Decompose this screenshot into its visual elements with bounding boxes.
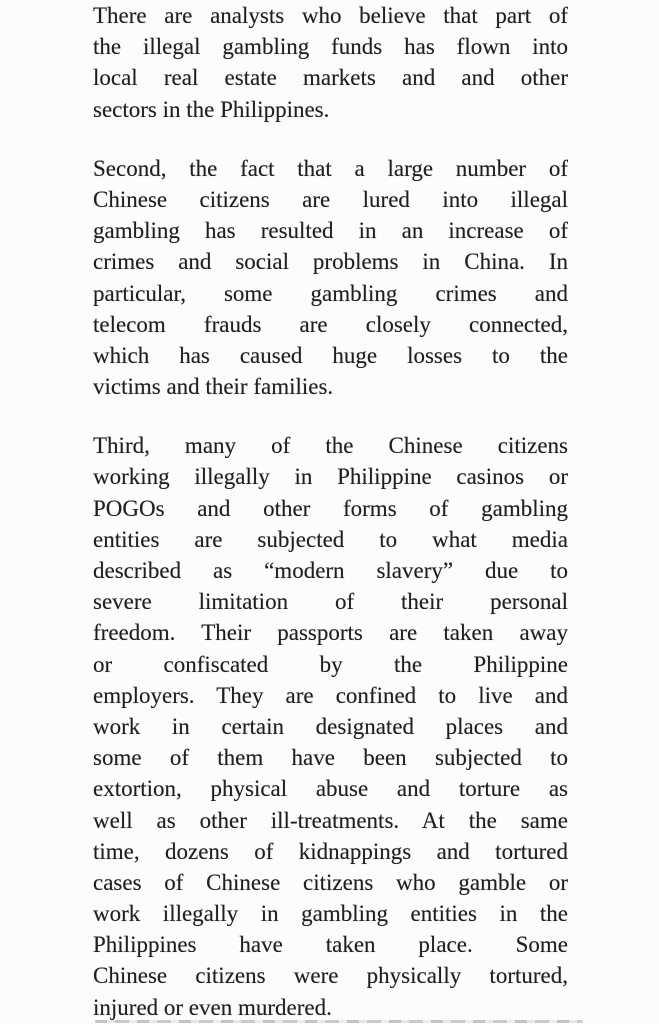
text-line: severe limitation of their personal	[93, 589, 568, 615]
text-line: working illegally in Philippine casinos or	[93, 464, 568, 490]
text-line: work in certain designated places and	[93, 713, 568, 739]
text-line: extortion, physical abuse and torture as	[93, 776, 568, 802]
text-line: Second, the fact that a large number of	[93, 155, 568, 181]
text-line: described as “modern slavery” due to	[93, 558, 568, 583]
text-line: gambling has resulted in an increase of	[93, 218, 568, 244]
paragraph	[93, 153, 568, 403]
text-line: victims and their families.	[93, 374, 334, 400]
text-line: injured or even murdered.	[93, 994, 332, 1020]
text-line: particular, some gambling crimes and	[93, 280, 568, 306]
text-line: entities are subjected to what media	[93, 526, 568, 552]
text-line: well as other ill-treatments. At the same	[93, 807, 568, 833]
text-line: the illegal gambling funds has flown into	[93, 34, 568, 60]
paragraph	[93, 0, 568, 125]
text-line: crimes and social problems in China. In	[93, 249, 568, 275]
text-line: telecom frauds are closely connected,	[93, 311, 568, 337]
text-line: Chinese citizens were physically tortured,	[93, 963, 568, 989]
text-line: There are analysts who believe that part of	[93, 3, 568, 28]
paragraph	[93, 430, 568, 1023]
text-line: Third, many of the Chinese citizens	[93, 433, 568, 459]
text-line: time, dozens of kidnappings and tortured	[93, 838, 568, 864]
text-line: Chinese citizens are lured into illegal	[93, 186, 568, 212]
text-line: cases of Chinese citizens who gamble or	[93, 869, 568, 895]
text-line: sectors in the Philippines.	[93, 96, 330, 122]
text-line: work illegally in gambling entities in the	[93, 901, 568, 927]
text-line: employers. They are confined to live and	[93, 682, 568, 708]
text-line: local real estate markets and and other	[93, 65, 568, 91]
text-line: freedom. Their passports are taken away	[93, 620, 568, 646]
cutoff-next-line-remnant	[95, 1020, 583, 1023]
text-line: which has caused huge losses to the	[93, 342, 568, 368]
text-line: Philippines have taken place. Some	[93, 932, 568, 958]
text-line: some of them have been subjected to	[93, 745, 568, 771]
text-column	[93, 0, 568, 1023]
text-line: POGOs and other forms of gambling	[93, 495, 568, 521]
text-line: or confiscated by the Philippine	[93, 651, 568, 677]
